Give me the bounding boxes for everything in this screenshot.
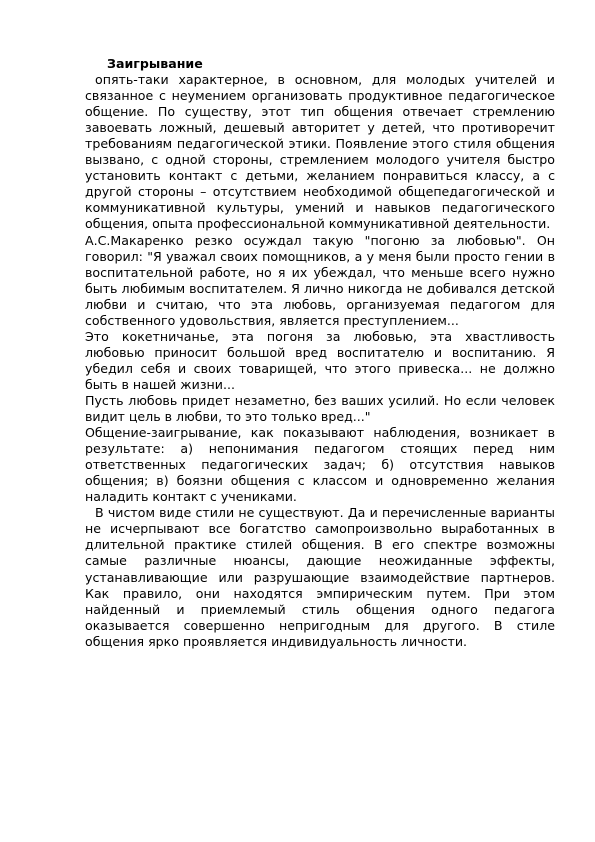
paragraph-coquetry: Это кокетничанье, эта погоня за любовью, эта хвастливость любовью приносит большой вред воспитателю и воспитанию. Я убедил себя и своих товарищей, что этого привеска... не должно быть в нашей жизни... xyxy=(85,328,555,392)
paragraph-causes: Общение-заигрывание, как показывают наблюдения, возникает в результате: а) непонимания педагогом стоящих перед ним ответственных педагогических задач; б) отсутствия навыков общения; в) боязни общения с классом и одновременно желания наладить контакт с учениками. xyxy=(85,425,555,505)
paragraph-conclusion: В чистом виде стили не существуют. Да и перечисленные варианты не исчерпывают все богатство самопроизвольно выработанных в длительной практике стилей общения. В его спектре возможны самые различные нюансы, дающие неожиданные эффекты, устанавливающие или разрушающие взаимодействие партнеров. Как правило, они находятся эмпирическим путем. При этом найденный и приемлемый стиль общения одного педагога оказывается совершенно непригодным для другого. В стиле общения ярко проявляется индивидуальность личности. xyxy=(85,505,555,649)
paragraph-makarenko-quote: А.С.Макаренко резко осуждал такую "погоню за любовью". Он говорил: "Я уважал своих помощников, а у меня были просто гении в воспитательной работе, но я их убеждал, что меньше всего нужно быть любимым воспитателем. Я лично никогда не добивался детской любви и считаю, что эта любовь, организуемая педагогом для собственного удовольствия, является преступлением... xyxy=(85,232,555,328)
document-body xyxy=(85,56,555,650)
section-title: Заигрывание xyxy=(107,56,203,71)
paragraph-love-unnoticed: Пусть любовь придет незаметно, без ваших усилий. Но если человек видит цель в любви, то это только вред..." xyxy=(85,392,555,425)
paragraph-flirting-description: опять-таки характерное, в основном, для молодых учителей и связанное с неумением организовать продуктивное педагогическое общение. По существу, этот тип общения отвечает стремлению завоевать ложный, дешевый авторитет у детей, что противоречит требованиям педагогической этики. Появление этого стиля общения вызвано, с одной стороны, стремлением молодого учителя быстро установить контакт с детьми, желанием понравиться классу, а с другой стороны – отсутствием необходимой общепедагогической и коммуникативной культуры, умений и навыков педагогического общения, опыта профессиональной коммуникативной деятельности. xyxy=(85,72,555,232)
